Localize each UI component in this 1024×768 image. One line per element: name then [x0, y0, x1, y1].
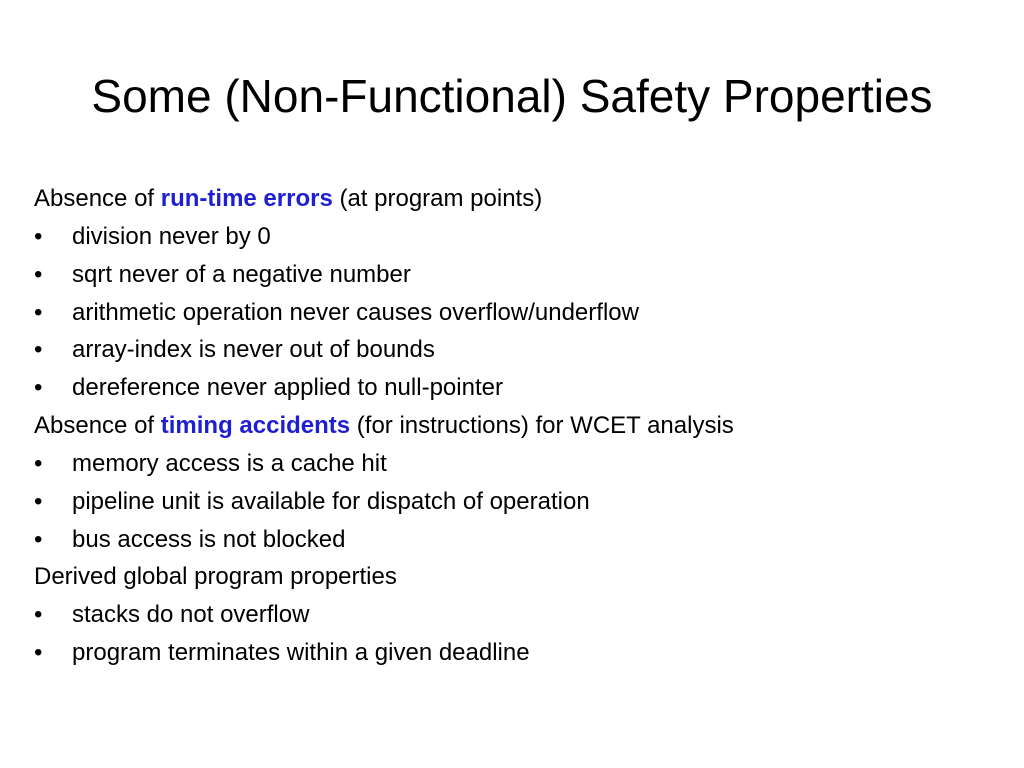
bullet-icon: • — [34, 487, 43, 515]
bullet-icon: • — [34, 449, 43, 477]
list-item — [34, 445, 994, 483]
list-item — [34, 218, 994, 256]
list-item — [34, 331, 994, 369]
list-item — [34, 521, 994, 559]
list-item-text: dereference never applied to null-pointer — [72, 374, 503, 402]
list-item-text: memory access is a cache hit — [72, 449, 387, 477]
slide-title: Some (Non-Functional) Safety Properties — [91, 70, 933, 122]
list-item — [34, 634, 994, 672]
list-item-text: sqrt never of a negative number — [72, 260, 411, 288]
highlight-timing-accidents: timing accidents — [160, 411, 351, 439]
list-item — [34, 483, 994, 521]
bullet-icon: • — [34, 336, 43, 364]
list-item-text: pipeline unit is available for dispatch of operation — [72, 487, 590, 515]
bullet-icon: • — [34, 298, 43, 326]
section-heading-derived-properties — [34, 558, 994, 596]
section-prefix: Absence of — [34, 185, 161, 212]
bullet-icon: • — [34, 223, 43, 250]
bullet-icon: • — [34, 601, 43, 629]
highlight-run-time-errors: run-time errors — [160, 185, 333, 212]
section-heading-timing-accidents — [34, 407, 994, 445]
list-item-text: division never by 0 — [72, 223, 271, 250]
list-item-text: array-index is never out of bounds — [72, 336, 435, 364]
section-prefix: Absence of — [34, 411, 161, 439]
list-item — [34, 369, 994, 407]
slide-body — [34, 180, 994, 672]
list-item-text: stacks do not overflow — [72, 601, 310, 629]
list-item — [34, 596, 994, 634]
section-suffix: (at program points) — [332, 185, 543, 212]
bullet-icon: • — [34, 639, 43, 667]
list-item — [34, 294, 994, 332]
list-item-text: bus access is not blocked — [72, 525, 346, 553]
list-item-text: arithmetic operation never causes overflow/underflow — [72, 298, 639, 326]
list-item-text: program terminates within a given deadline — [72, 639, 530, 667]
section-prefix: Derived global program properties — [34, 563, 397, 591]
bullet-icon: • — [34, 525, 43, 553]
list-item — [34, 256, 994, 294]
bullet-icon: • — [34, 260, 43, 288]
section-suffix: (for instructions) for WCET analysis — [350, 411, 734, 439]
section-heading-runtime-errors — [34, 180, 994, 218]
bullet-icon: • — [34, 374, 43, 402]
